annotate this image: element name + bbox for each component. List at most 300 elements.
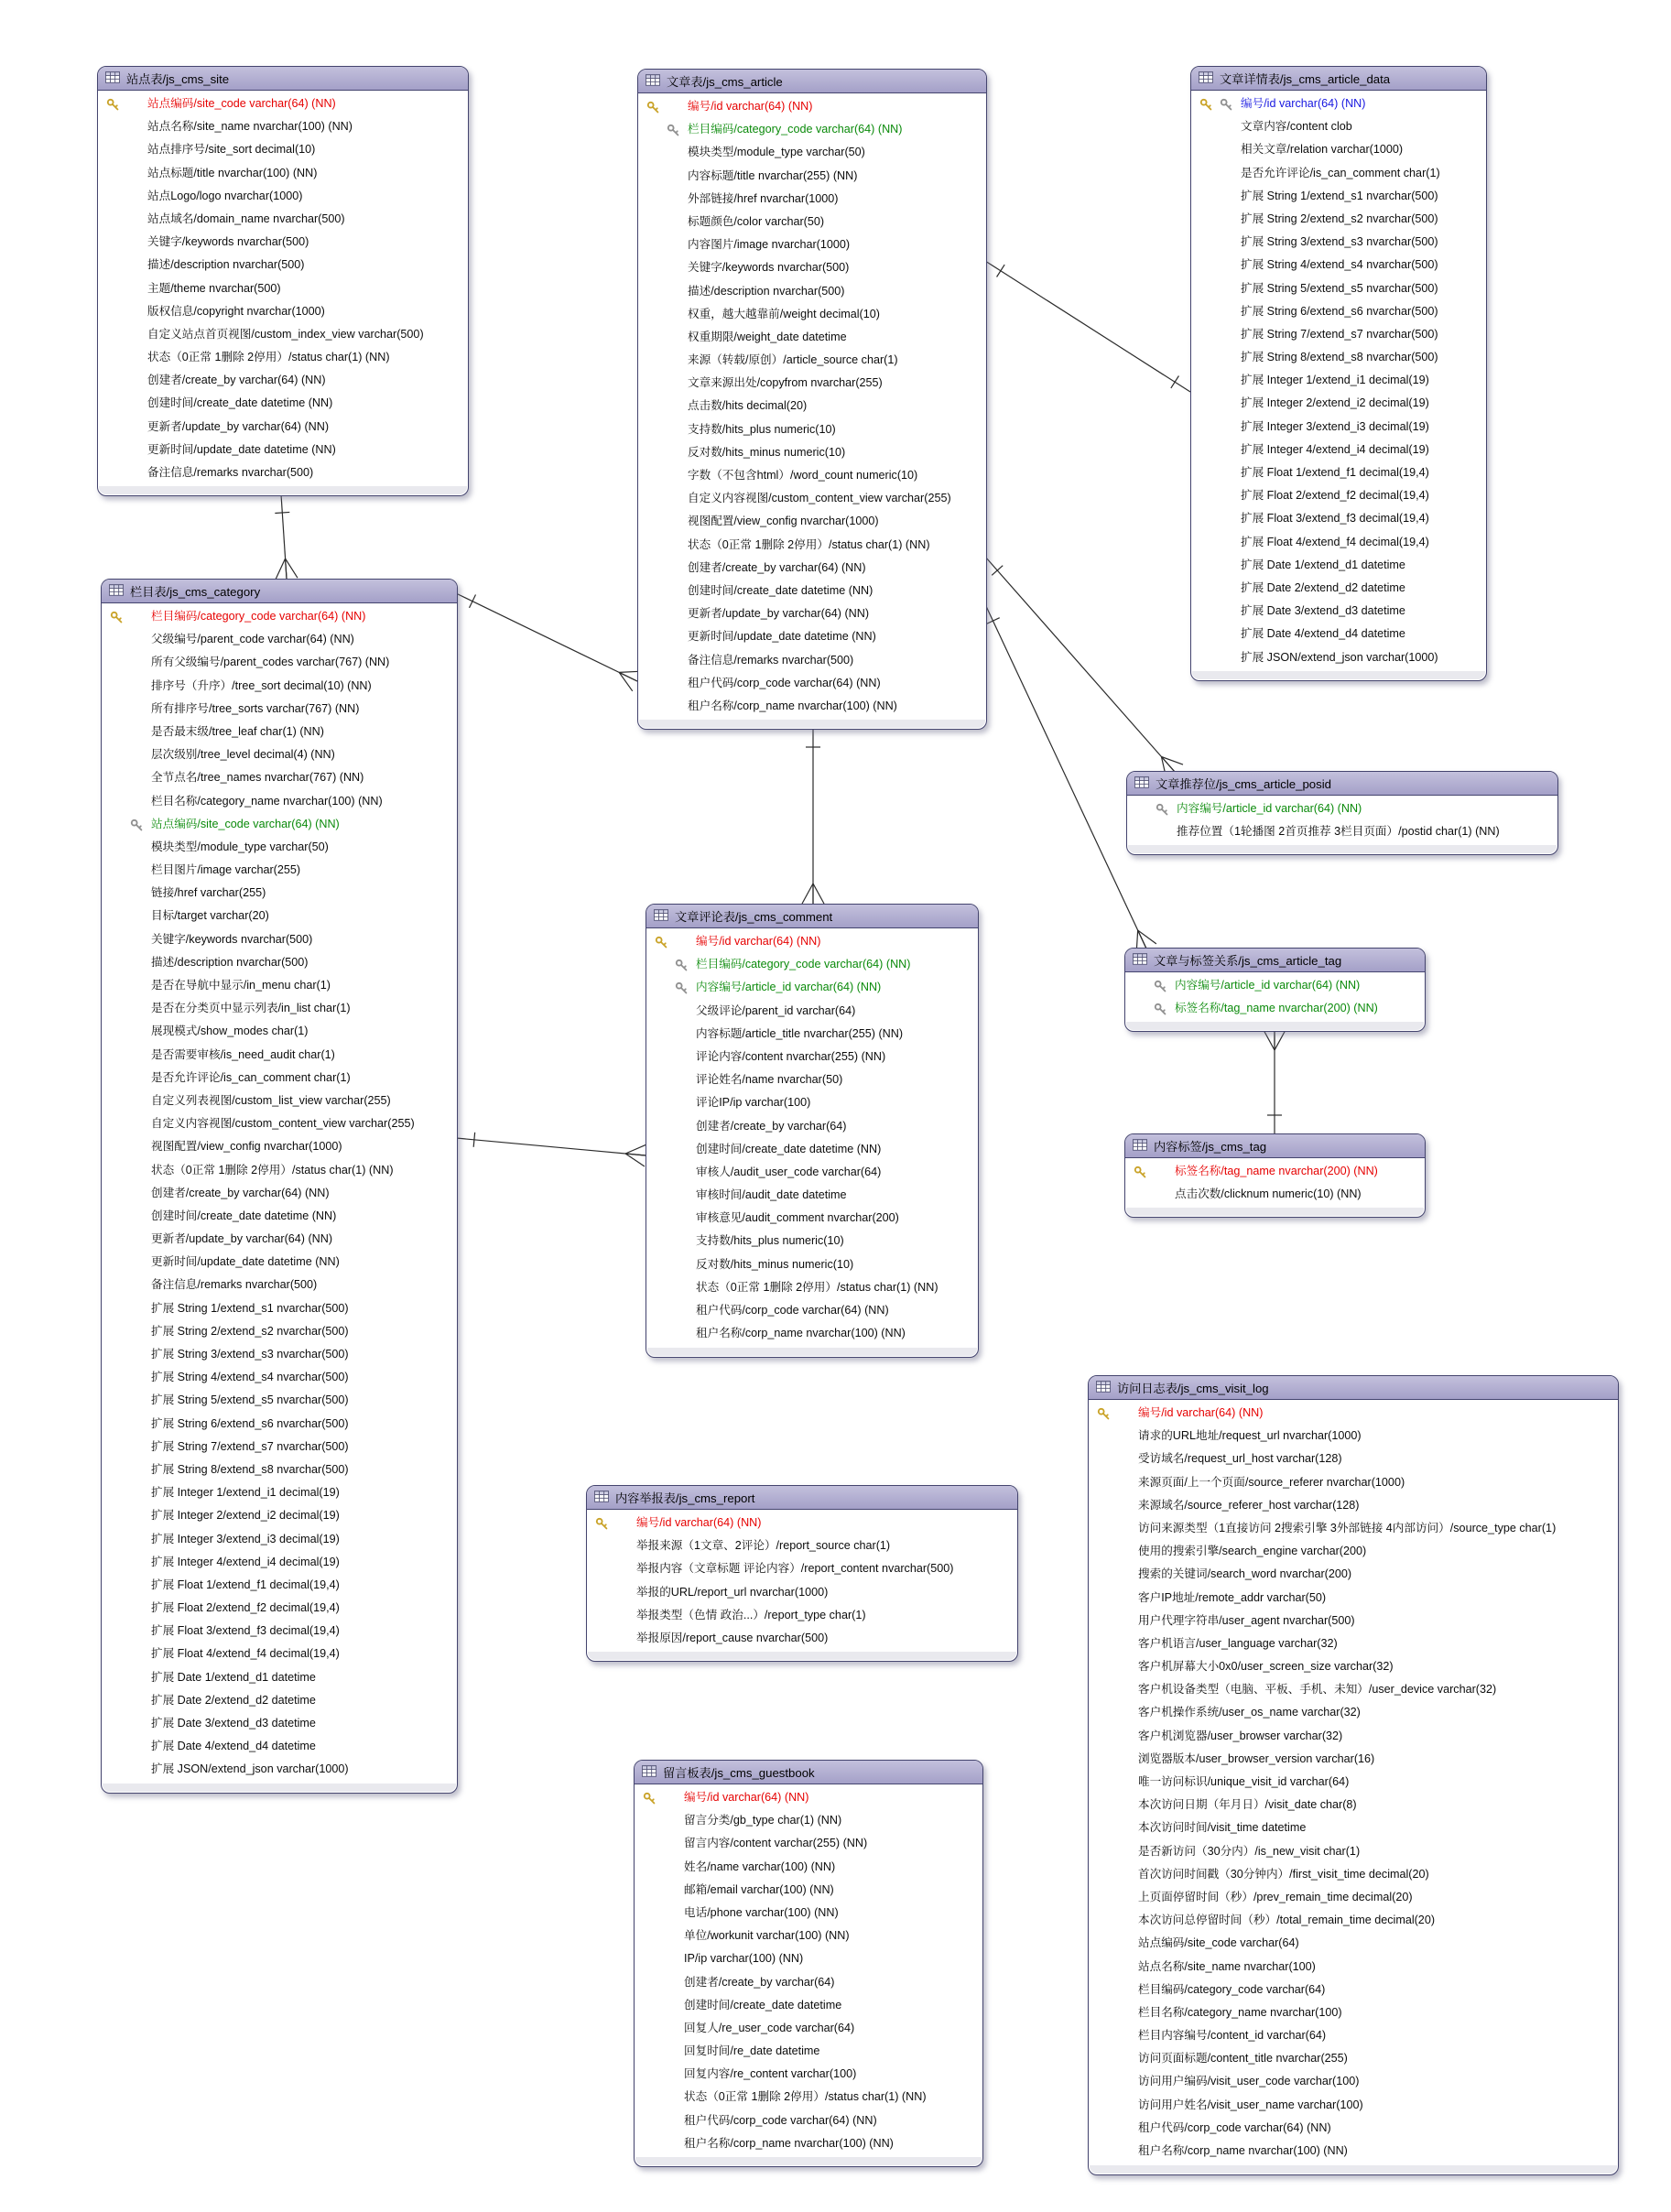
field-label: 扩展 String 7/extend_s7 nvarchar(500) [1241,327,1438,341]
field-label: 站点编码/site_code varchar(64) (NN) [147,97,336,110]
field-label: 排序号（升序）/tree_sort decimal(10) (NN) [151,678,372,692]
field-label: 审核人/audit_user_code varchar(64) [696,1165,882,1178]
field-label: 租户名称/corp_name nvarchar(100) (NN) [688,699,897,712]
table-icon [1134,776,1149,791]
field-row [635,1879,977,1902]
field-label: 创建时间/create_date datetime (NN) [688,583,873,597]
table-icon [642,1765,656,1780]
field-label: 扩展 Date 3/extend_d3 datetime [1241,604,1405,618]
field-label: 自定义内容视图/custom_content_view varchar(255) [151,1117,415,1131]
entity-title: 文章评论表/js_cms_comment [675,910,833,924]
table-icon [1133,1139,1147,1154]
field-row [98,392,462,415]
field-row [1191,138,1481,161]
field-label: 来源页面/上一个页面/source_referer nvarchar(1000) [1138,1475,1405,1489]
field-row [102,1205,451,1228]
field-label: 标签名称/tag_name nvarchar(200) (NN) [1175,1002,1378,1015]
field-row [98,369,462,392]
field-label: 单位/workunit varchar(100) (NN) [684,1929,850,1943]
field-row [102,1504,451,1527]
field-label: 留言内容/content varchar(255) (NN) [684,1837,868,1850]
field-row [638,464,981,487]
field-row [102,1251,451,1274]
field-label: 扩展 Float 1/extend_f1 decimal(19,4) [151,1578,340,1591]
field-row [638,326,981,349]
field-label: 本次访问总停留时间（秒）/total_remain_time decimal(20) [1138,1914,1436,1927]
entity-js_cms_article_data[interactable] [1190,66,1487,681]
field-label: 访问用户姓名/visit_user_name varchar(100) [1138,2098,1363,2111]
field-label: 内容标题/article_title nvarchar(255) (NN) [696,1026,904,1040]
entity-title-bar [1125,1134,1425,1158]
field-label: 租户代码/corp_code varchar(64) (NN) [1138,2120,1331,2134]
entity-title: 文章表/js_cms_article [667,75,783,89]
field-row [102,628,451,651]
field-row [98,416,462,439]
field-row [102,1758,451,1781]
field-label: 扩展 Date 3/extend_d3 datetime [151,1717,316,1729]
field-row [102,1666,451,1689]
table-icon [1096,1381,1111,1395]
table-icon [594,1491,609,1505]
entity-title: 站点表/js_cms_site [126,72,230,86]
field-label: 客户机设备类型（电脑、平板、手机、未知）/user_device varchar(32) [1138,1683,1497,1697]
field-row [638,233,981,256]
field-label: 编号/id varchar(64) (NN) [684,1791,809,1804]
field-row [1089,2047,1612,2070]
field-row [1125,1183,1419,1206]
field-row [638,118,981,141]
field-label: 举报类型（色情 政治...）/report_type char(1) [636,1608,866,1621]
field-row [1089,1956,1612,1979]
entity-title: 文章与标签关系/js_cms_article_tag [1154,954,1342,968]
field-label: 模块类型/module_type varchar(50) [688,146,865,159]
entity-footer-strip [639,720,985,728]
field-row [98,138,462,161]
field-list [587,1510,1017,1650]
entity-title-bar [1089,1376,1618,1400]
field-label: 模块类型/module_type varchar(50) [151,840,329,853]
field-row [1127,820,1552,843]
field-row [1191,323,1481,346]
field-row [1191,231,1481,254]
field-row [646,953,972,976]
field-label: 更新时间/update_date datetime (NN) [147,442,336,456]
field-label: 内容图片/image nvarchar(1000) [688,238,851,252]
field-label: 状态（0正常 1删除 2停用）/status char(1) (NN) [147,351,390,364]
field-row [1191,484,1481,507]
field-label: 关键字/keywords nvarchar(500) [147,235,309,249]
field-row [1089,1540,1612,1563]
field-row [1089,1517,1612,1540]
field-row [98,346,462,369]
field-label: 编号/id varchar(64) (NN) [636,1516,762,1529]
field-row [638,441,981,464]
field-row [102,1389,451,1412]
field-label: 创建者/create_by varchar(64) (NN) [147,374,326,387]
field-label: 文章来源出处/copyfrom nvarchar(255) [688,376,883,390]
field-label: 访问页面标题/content_title nvarchar(255) [1138,2052,1348,2066]
field-row [646,1115,972,1138]
foreign-key-icon [130,818,144,831]
field-label: 更新者/update_by varchar(64) (NN) [147,419,330,433]
field-label: 关键字/keywords nvarchar(500) [688,261,850,275]
field-row [1191,439,1481,461]
field-list [98,91,468,484]
field-label: 请求的URL地址/request_url nvarchar(1000) [1138,1429,1362,1443]
field-label: 关键字/keywords nvarchar(500) [151,932,313,946]
field-label: 租户名称/corp_name nvarchar(100) (NN) [696,1327,906,1340]
field-label: 站点域名/domain_name nvarchar(500) [147,211,345,225]
field-label: 反对数/hits_minus numeric(10) [696,1257,854,1271]
entity-js_cms_guestbook[interactable] [634,1760,983,2167]
field-label: 浏览器版本/user_browser_version varchar(16) [1138,1751,1375,1765]
entity-js_cms_article[interactable] [637,69,987,730]
field-row [1089,1701,1612,1724]
field-row [98,323,462,346]
field-label: 状态（0正常 1删除 2停用）/status char(1) (NN) [688,537,930,551]
field-label: 受访域名/request_url_host varchar(128) [1138,1452,1342,1466]
field-row [1089,2024,1612,2047]
field-row [98,208,462,231]
field-label: 站点标题/title nvarchar(100) (NN) [147,166,318,179]
field-label: 回复人/re_user_code varchar(64) [684,2021,855,2034]
field-label: 创建时间/create_date datetime (NN) [696,1142,882,1155]
entity-title: 栏目表/js_cms_category [130,585,261,599]
entity-js_cms_visit_log[interactable] [1088,1375,1619,2175]
primary-key-icon [110,610,124,623]
field-label: 扩展 String 5/extend_s5 nvarchar(500) [1241,281,1438,295]
field-row [98,185,462,208]
field-row [635,2132,977,2155]
table-icon [105,71,120,86]
field-label: 扩展 String 6/extend_s6 nvarchar(500) [1241,304,1438,318]
field-label: 状态（0正常 1删除 2停用）/status char(1) (NN) [696,1280,939,1294]
field-row [1089,1840,1612,1863]
field-label: 来源（转载/原创）/article_source char(1) [688,353,898,367]
field-label: 内容编号/article_id varchar(64) (NN) [1177,802,1362,815]
entity-js_cms_report[interactable] [586,1485,1018,1662]
field-label: 租户代码/corp_code varchar(64) (NN) [684,2113,877,2127]
field-row [638,418,981,441]
field-row [646,930,972,953]
cardinality-one-tick [275,512,289,513]
field-row [646,1068,972,1091]
field-label: 反对数/hits_minus numeric(10) [688,445,846,459]
field-label: 扩展 Date 2/extend_d2 datetime [1241,580,1405,594]
field-row [635,2017,977,2040]
field-row [98,162,462,185]
field-label: 举报来源（1文章、2评论）/report_source char(1) [636,1539,891,1553]
cardinality-one-tick [470,595,476,608]
field-label: 是否允许评论/is_can_comment char(1) [151,1070,351,1084]
field-label: 标签名称/tag_name nvarchar(200) (NN) [1175,1165,1378,1177]
field-label: 是否在分类页中显示列表/in_list char(1) [151,1002,351,1015]
field-row [638,303,981,326]
field-label: 所有排序号/tree_sorts varchar(767) (NN) [151,701,360,715]
entity-footer-strip [588,1652,1016,1660]
field-label: 租户名称/corp_name nvarchar(100) (NN) [1138,2144,1348,2157]
field-label: 扩展 String 3/extend_s3 nvarchar(500) [1241,235,1438,249]
field-label: 站点编码/site_code varchar(64) (NN) [151,817,340,830]
field-label: 扩展 Integer 2/extend_i2 decimal(19) [151,1509,340,1523]
field-label: 回复时间/re_date datetime [684,2044,820,2058]
field-label: 客户机浏览器/user_browser varchar(32) [1138,1729,1343,1742]
field-list [635,1784,982,2155]
field-row [638,602,981,625]
field-label: 扩展 String 4/extend_s4 nvarchar(500) [151,1371,349,1384]
field-label: 视图配置/view_config nvarchar(1000) [151,1140,342,1154]
field-row [102,1620,451,1643]
field-list [1125,1158,1425,1206]
field-label: 姓名/name varchar(100) (NN) [684,1860,836,1873]
field-label: 内容编号/article_id varchar(64) (NN) [1175,979,1361,992]
field-label: 文章内容/content clob [1241,120,1352,134]
field-label: 本次访问时间/visit_time datetime [1138,1821,1307,1835]
field-label: 用户代理字符串/user_agent nvarchar(500) [1138,1613,1355,1627]
entity-footer-strip [1126,1022,1424,1030]
field-row [102,743,451,766]
field-label: 评论内容/content nvarchar(255) (NN) [696,1049,886,1063]
field-row [1191,554,1481,577]
field-row [98,92,462,115]
field-row [1089,1425,1612,1448]
field-label: 访问用户编码/visit_user_code varchar(100) [1138,2075,1360,2088]
field-row [102,1597,451,1620]
field-row [638,487,981,510]
field-label: 点击数/hits decimal(20) [688,399,808,413]
field-row [1191,461,1481,484]
field-row [646,1322,972,1345]
field-label: 客户机操作系统/user_os_name varchar(32) [1138,1706,1361,1719]
field-label: 扩展 Float 3/extend_f3 decimal(19,4) [151,1624,340,1638]
cardinality-one-tick [992,566,1003,576]
field-label: 评论IP/ip varchar(100) [696,1096,811,1110]
field-label: 描述/description nvarchar(500) [688,284,845,298]
field-row [646,976,972,999]
field-row [646,1023,972,1046]
primary-key-icon [643,1791,656,1805]
entity-footer-strip [99,486,467,494]
entity-title-bar [98,67,468,91]
field-label: 主题/theme nvarchar(500) [147,281,281,295]
field-label: 创建者/create_by varchar(64) [684,1975,835,1989]
cardinality-crow-foot [813,884,824,904]
field-row [102,721,451,743]
entity-title-bar [646,905,978,928]
field-label: 外部链接/href nvarchar(1000) [688,191,839,205]
field-label: 创建时间/create_date datetime [684,1998,842,2011]
field-row [587,1534,1012,1557]
entity-footer-strip [1126,1208,1424,1216]
field-row [1089,1655,1612,1678]
field-row [1191,185,1481,208]
field-row [1191,300,1481,323]
entity-js_cms_tag[interactable] [1124,1133,1426,1218]
field-row [102,859,451,882]
cardinality-crow-foot [802,884,813,904]
entity-title: 内容举报表/js_cms_report [615,1491,755,1505]
field-label: 举报内容（文章标题 评论内容）/report_content nvarchar(500) [636,1562,954,1576]
table-icon [1199,71,1213,86]
field-label: 扩展 Date 1/extend_d1 datetime [151,1670,316,1684]
field-row [1089,2140,1612,2163]
field-label: 层次级别/tree_level decimal(4) (NN) [151,748,335,762]
field-row [1191,392,1481,415]
cardinality-one-tick [986,618,999,624]
field-row [102,1643,451,1665]
field-row [102,1481,451,1504]
field-label: 备注信息/remarks nvarchar(500) [688,653,854,667]
cardinality-one-tick [997,265,1005,276]
field-label: 推荐位置（1轮播图 2首页推荐 3栏目页面）/postid char(1) (NN) [1177,825,1500,839]
table-icon [646,74,660,89]
entity-title: 文章详情表/js_cms_article_data [1220,72,1391,86]
field-label: 创建时间/create_date datetime (NN) [147,396,333,410]
field-label: 扩展 String 4/extend_s4 nvarchar(500) [1241,258,1438,272]
field-label: 租户代码/corp_code varchar(64) (NN) [696,1304,889,1317]
field-label: 扩展 Integer 3/extend_i3 decimal(19) [1241,419,1429,433]
field-row [102,1135,451,1158]
field-row [638,95,981,118]
field-row [102,813,451,836]
field-row [102,928,451,951]
field-label: 扩展 String 7/extend_s7 nvarchar(500) [151,1439,349,1453]
field-label: 站点编码/site_code varchar(64) [1138,1936,1299,1950]
field-label: 租户名称/corp_name nvarchar(100) (NN) [684,2136,894,2150]
entity-js_cms_category[interactable] [101,579,458,1794]
field-label: 目标/target varchar(20) [151,909,269,923]
field-label: 点击次数/clicknum numeric(10) (NN) [1175,1187,1362,1201]
field-label: 搜索的关键词/search_word nvarchar(200) [1138,1567,1352,1581]
field-label: 标题颜色/color varchar(50) [688,214,825,228]
field-row [1191,92,1481,115]
field-label: 更新者/update_by varchar(64) (NN) [688,607,870,621]
field-label: 客户IP地址/remote_addr varchar(50) [1138,1590,1327,1604]
field-row [98,115,462,138]
field-row [587,1581,1012,1604]
field-row [638,557,981,580]
field-label: 扩展 Date 1/extend_d1 datetime [1241,558,1405,571]
field-label: 支持数/hits_plus numeric(10) [688,422,836,436]
field-row [638,580,981,602]
field-row [1089,1794,1612,1816]
field-row [646,1161,972,1184]
field-row [102,651,451,674]
cardinality-crow-foot [276,558,286,580]
field-label: 描述/description nvarchar(500) [151,955,309,969]
field-label: 扩展 String 1/extend_s1 nvarchar(500) [1241,189,1438,202]
entity-js_cms_site[interactable] [97,66,469,496]
field-label: 上页面停留时间（秒）/prev_remain_time decimal(20) [1138,1890,1413,1903]
field-label: 是否需要审核/is_need_audit char(1) [151,1047,335,1061]
field-row [635,1856,977,1879]
field-row [1191,623,1481,645]
field-label: 栏目编码/category_code varchar(64) [1138,1982,1326,1996]
field-label: 本次访问日期（年月日）/visit_date char(8) [1138,1798,1357,1812]
field-row [102,1689,451,1712]
field-row [1125,1160,1419,1183]
field-row [1191,416,1481,439]
relationship-line-js_cms_category-js_cms_article [456,593,637,681]
field-row [1089,2070,1612,2093]
field-label: 是否允许评论/is_can_comment char(1) [1241,166,1440,179]
field-row [646,1138,972,1161]
field-row [102,905,451,927]
field-label: 客户机屏幕大小0x0/user_screen_size varchar(32) [1138,1660,1394,1674]
field-label: 扩展 Float 2/extend_f2 decimal(19,4) [1241,489,1429,503]
field-label: 站点Logo/logo nvarchar(1000) [147,189,303,202]
field-row [635,1832,977,1855]
foreign-key-icon [1156,802,1169,816]
field-row [635,1971,977,1994]
field-label: 栏目编码/category_code varchar(64) (NN) [696,958,911,971]
field-row [1089,1863,1612,1886]
field-label: 扩展 String 2/extend_s2 nvarchar(500) [1241,211,1438,225]
field-list [1191,91,1486,669]
field-row [1089,1448,1612,1470]
field-label: 首次访问时间戳（30分钟内）/first_visit_time decimal(20) [1138,1867,1429,1881]
primary-key-icon [1199,97,1213,111]
field-label: 权重，越大越靠前/weight decimal(10) [688,307,880,320]
field-label: 描述/description nvarchar(500) [147,258,305,272]
field-label: 创建者/create_by varchar(64) (NN) [688,560,866,574]
entity-title: 内容标签/js_cms_tag [1154,1140,1267,1154]
entity-js_cms_article_tag[interactable] [1124,948,1426,1032]
field-label: 栏目编码/category_code varchar(64) (NN) [151,610,366,623]
field-label: 编号/id varchar(64) (NN) [1241,97,1366,110]
cardinality-crow-foot [1275,1030,1286,1050]
field-row [635,1994,977,2017]
entity-js_cms_comment[interactable] [646,904,979,1358]
field-label: 扩展 String 5/extend_s5 nvarchar(500) [151,1393,349,1407]
field-label: 创建时间/create_date datetime (NN) [151,1209,337,1222]
field-row [102,1020,451,1043]
field-row [1191,162,1481,185]
field-label: 视图配置/view_config nvarchar(1000) [688,515,879,528]
field-row [102,1528,451,1551]
field-label: 扩展 Date 4/extend_d4 datetime [1241,627,1405,641]
field-row [102,974,451,997]
field-row [635,1809,977,1832]
field-row [1089,2001,1612,2024]
field-row [98,231,462,254]
foreign-key-icon [675,958,689,971]
field-row [1089,1748,1612,1771]
entity-footer-strip [635,2157,982,2165]
field-row [102,1551,451,1574]
field-label: 扩展 Float 4/extend_f4 decimal(19,4) [1241,535,1429,548]
field-row [638,188,981,211]
field-label: 状态（0正常 1删除 2停用）/status char(1) (NN) [684,2090,927,2104]
field-row [102,1274,451,1296]
field-row [646,1253,972,1276]
field-label: 扩展 JSON/extend_json varchar(1000) [151,1762,349,1776]
field-row [102,1067,451,1090]
field-row [1125,997,1419,1020]
field-list [1125,972,1425,1020]
field-row [638,510,981,533]
field-row [635,2109,977,2132]
primary-key-icon [655,935,668,949]
field-row [102,1297,451,1320]
field-label: 访问来源类型（1直接访问 2搜索引擎 3外部链接 4内部访问）/source_type char(1) [1138,1521,1557,1534]
field-row [102,1182,451,1205]
table-icon [109,584,124,599]
entity-js_cms_article_posid[interactable] [1126,771,1558,855]
entity-title: 访问日志表/js_cms_visit_log [1117,1382,1269,1395]
field-row [1191,507,1481,530]
table-icon [654,909,668,924]
